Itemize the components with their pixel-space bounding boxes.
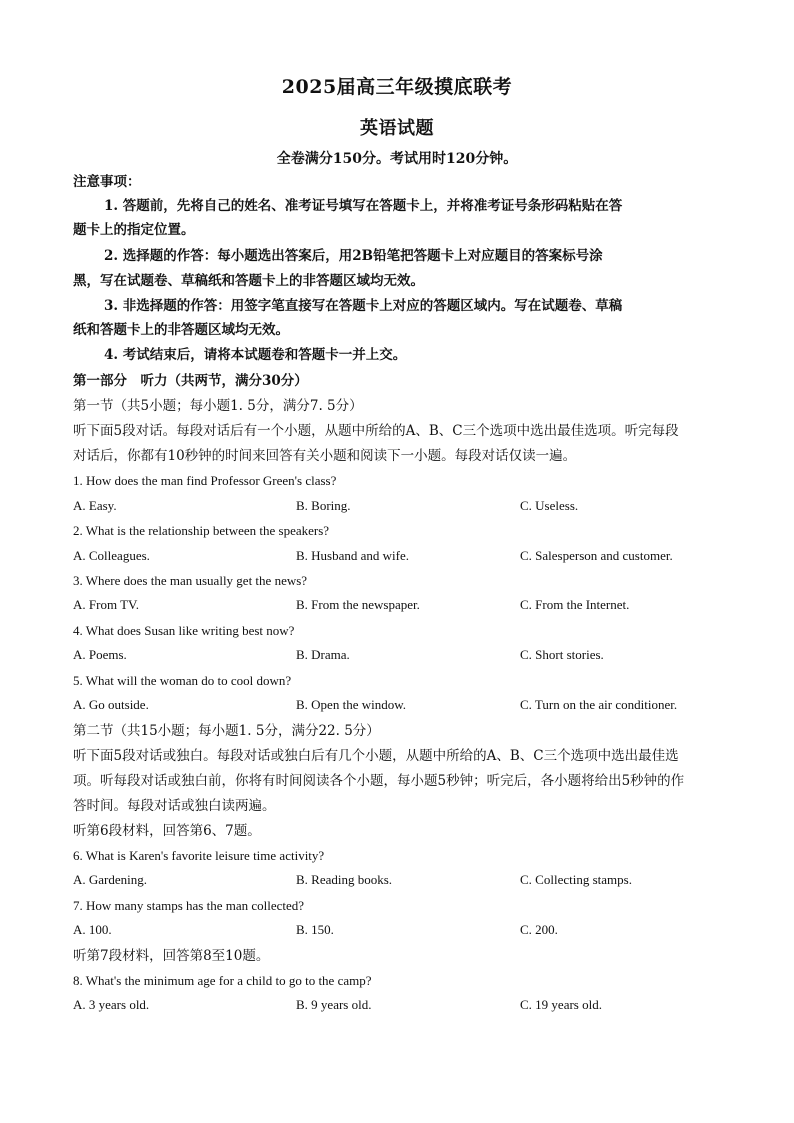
option-a: A. Poems.	[73, 647, 127, 662]
option-b: B. 9 years old.	[296, 997, 372, 1012]
note-line: 纸和答题卡上的非答题区域均无效。	[73, 322, 289, 338]
option-b: B. Drama.	[296, 647, 350, 662]
question-text: 7. How many stamps has the man collected?	[73, 898, 305, 913]
option-b: B. Boring.	[296, 498, 351, 513]
option-c: C. From the Internet.	[520, 597, 630, 612]
note-line: 2. 选择题的作答：每小题选出答案后，用2B铅笔把答题卡上对应题目的答案标号涂	[104, 248, 603, 264]
question-text: 8. What's the minimum age for a child to go to the camp?	[73, 973, 372, 988]
option-c: C. 19 years old.	[520, 997, 602, 1012]
option-b: B. 150.	[296, 922, 334, 937]
question-text: 6. What is Karen's favorite leisure time activity?	[73, 848, 325, 863]
note-line: 3. 非选择题的作答：用签字笔直接写在答题卡上对应的答题区域内。写在试题卷、草稿	[104, 298, 623, 314]
option-c: C. Useless.	[520, 498, 579, 513]
option-c: C. Short stories.	[520, 647, 604, 662]
section2-instruction: 答时间。每段对话或独白读两遍。	[73, 798, 276, 814]
note-line: 1. 答题前，先将自己的姓名、准考证号填写在答题卡上，并将准考证号条形码粘贴在答	[104, 198, 623, 214]
option-c: C. Turn on the air conditioner.	[520, 697, 678, 712]
subject-title: 英语试题	[360, 118, 434, 139]
question-text: 3. Where does the man usually get the news?	[73, 573, 308, 588]
option-a: A. 100.	[73, 922, 112, 937]
option-c: C. 200.	[520, 922, 558, 937]
note-line: 题卡上的指定位置。	[73, 222, 195, 238]
option-a: A. Colleagues.	[73, 548, 150, 563]
material-heading: 听第7段材料，回答第8至10题。	[73, 948, 270, 964]
option-a: A. From TV.	[73, 597, 139, 612]
material-heading: 听第6段材料，回答第6、7题。	[73, 823, 261, 839]
question-text: 2. What is the relationship between the speakers?	[73, 523, 330, 538]
question-text: 4. What does Susan like writing best now?	[73, 623, 295, 638]
section2-title: 第二节（共15小题；每小题1. 5分，满分22. 5分）	[73, 723, 380, 739]
option-c: C. Salesperson and customer.	[520, 548, 673, 563]
option-b: B. Open the window.	[296, 697, 407, 712]
option-c: C. Collecting stamps.	[520, 872, 632, 887]
option-a: A. 3 years old.	[73, 997, 150, 1012]
score-time-info: 全卷满分150分。考试用时120分钟。	[276, 151, 518, 167]
option-a: A. Gardening.	[73, 872, 148, 887]
option-a: A. Go outside.	[73, 697, 149, 712]
option-a: A. Easy.	[73, 498, 117, 513]
section2-instruction: 项。听每段对话或独白前，你将有时间阅读各个小题，每小题5秒钟；听完后，各小题将给出5秒钟的作	[73, 773, 685, 789]
exam-title: 2025届高三年级摸底联考	[281, 76, 513, 98]
note-line: 黑，写在试题卷、草稿纸和答题卡上的非答题区域均无效。	[73, 273, 424, 289]
notes-heading: 注意事项：	[73, 174, 141, 190]
question-text: 5. What will the woman do to cool down?	[73, 673, 292, 688]
option-b: B. Husband and wife.	[296, 548, 410, 563]
section2-instruction: 听下面5段对话或独白。每段对话或独白后有几个小题，从题中所给的A、B、C三个选项中选出最佳选	[73, 748, 679, 764]
note-line: 4. 考试结束后，请将本试题卷和答题卡一并上交。	[104, 347, 407, 363]
question-text: 1. How does the man find Professor Green's class?	[73, 473, 337, 488]
option-b: B. From the newspaper.	[296, 597, 420, 612]
option-b: B. Reading books.	[296, 872, 393, 887]
section1-instruction: 听下面5段对话。每段对话后有一个小题，从题中所给的A、B、C三个选项中选出最佳选项。听完每段	[73, 423, 679, 439]
section1-title: 第一节（共5小题；每小题1. 5分，满分7. 5分）	[73, 398, 363, 414]
part1-title: 第一部分 听力（共两节，满分30分）	[73, 373, 308, 389]
section1-instruction: 对话后，你都有10秒钟的时间来回答有关小题和阅读下一小题。每段对话仅读一遍。	[73, 448, 577, 464]
